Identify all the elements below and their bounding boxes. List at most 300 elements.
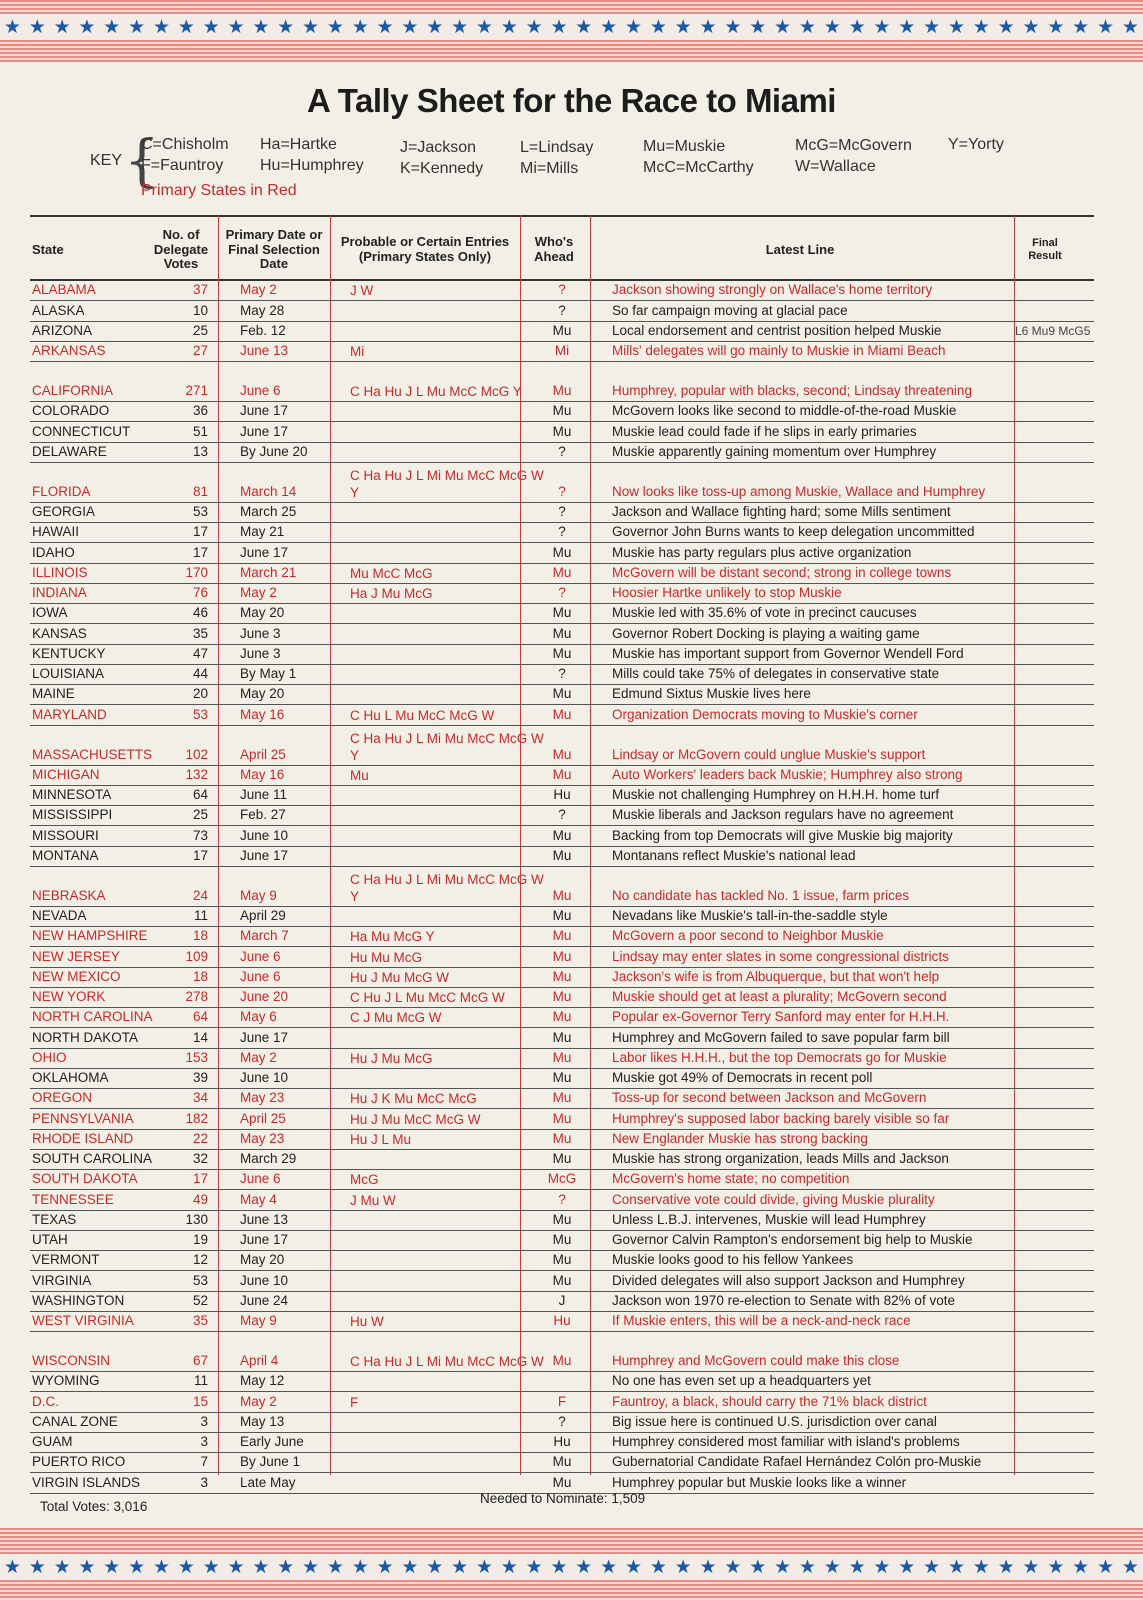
table-row bbox=[30, 1251, 1094, 1271]
cell-entries: J Mu W bbox=[350, 1192, 396, 1208]
table-row bbox=[30, 301, 1094, 321]
star-icon: ★ bbox=[798, 16, 816, 38]
cell-votes: 44 bbox=[192, 666, 208, 681]
star-icon: ★ bbox=[575, 1556, 593, 1578]
cell-line: Mills could take 75% of delegates in conservative state bbox=[612, 666, 940, 681]
cell-date: May 28 bbox=[240, 302, 285, 318]
cell-votes: 53 bbox=[192, 706, 208, 722]
cell-date: March 25 bbox=[240, 504, 297, 519]
cell-line: McGovern will be distant second; strong in college towns bbox=[612, 564, 952, 580]
key-legend bbox=[90, 129, 1050, 206]
cell-votes: 3 bbox=[200, 1434, 208, 1449]
star-icon: ★ bbox=[997, 1556, 1015, 1578]
cell-votes: 18 bbox=[192, 968, 208, 984]
cell-entries: Hu W bbox=[350, 1314, 384, 1329]
key-entry: McC=McCarthy bbox=[643, 159, 754, 176]
star-icon: ★ bbox=[152, 1556, 170, 1578]
cell-date: May 2 bbox=[240, 585, 277, 600]
cell-ahead: Mu bbox=[552, 383, 572, 398]
table-row bbox=[30, 422, 1094, 442]
cell-date: May 16 bbox=[240, 766, 285, 782]
star-icon: ★ bbox=[351, 16, 369, 38]
cell-votes: 17 bbox=[192, 847, 208, 863]
key-entry: L=Lindsay bbox=[520, 139, 594, 156]
cell-ahead: Mi bbox=[554, 343, 570, 358]
cell-line: Muskie looks good to his fellow Yankees bbox=[612, 1252, 854, 1268]
star-icon: ★ bbox=[550, 16, 568, 38]
cell-ahead: Mu bbox=[552, 1211, 572, 1227]
cell-votes: 13 bbox=[192, 443, 208, 459]
star-icon: ★ bbox=[326, 16, 344, 38]
star-icon: ★ bbox=[202, 16, 220, 38]
cell-votes: 25 bbox=[192, 322, 208, 338]
star-icon: ★ bbox=[649, 16, 667, 38]
cell-entries: Mu McC McG bbox=[350, 565, 433, 581]
cell-state: OREGON bbox=[32, 1090, 93, 1106]
table-row bbox=[30, 281, 1094, 301]
table-row bbox=[30, 726, 1094, 766]
table-row bbox=[30, 1089, 1094, 1109]
cell-date: April 29 bbox=[240, 908, 286, 923]
cell-state: ALASKA bbox=[32, 302, 85, 318]
star-icon: ★ bbox=[1097, 1556, 1115, 1578]
cell-date: May 13 bbox=[240, 1413, 285, 1429]
table-row bbox=[30, 927, 1094, 947]
page-title: A Tally Sheet for the Race to Miami bbox=[307, 82, 836, 119]
cell-votes: 39 bbox=[192, 1070, 208, 1085]
star-icon: ★ bbox=[674, 1556, 692, 1578]
star-icon: ★ bbox=[1047, 1556, 1065, 1578]
cell-line: Unless L.B.J. intervenes, Muskie will lead Humphrey bbox=[612, 1211, 926, 1227]
star-icon: ★ bbox=[774, 16, 792, 38]
cell-line: Mills' delegates will go mainly to Muskie in Miami Beach bbox=[612, 343, 946, 358]
cell-date: June 6 bbox=[240, 1171, 281, 1187]
cell-ahead: Mu bbox=[552, 908, 572, 923]
table-row bbox=[30, 1190, 1094, 1210]
cell-entries: C Ha Hu J L Mi Mu McC McG W bbox=[350, 1354, 544, 1369]
cell-votes: 130 bbox=[185, 1211, 208, 1227]
star-icon: ★ bbox=[252, 1556, 270, 1578]
cell-ahead: Mu bbox=[552, 746, 572, 762]
primary-states-note: Primary States in Red bbox=[141, 182, 297, 199]
cell-votes: 182 bbox=[185, 1110, 208, 1126]
star-icon: ★ bbox=[848, 1556, 866, 1578]
cell-line: No candidate has tackled No. 1 issue, farm prices bbox=[612, 887, 910, 903]
cell-date: May 9 bbox=[240, 1313, 277, 1328]
star-icon: ★ bbox=[302, 1556, 320, 1578]
cell-state: D.C. bbox=[32, 1393, 59, 1409]
table-row bbox=[30, 1211, 1094, 1231]
star-icon: ★ bbox=[947, 16, 965, 38]
header-votes: No. of Delegate Votes bbox=[153, 226, 209, 272]
cell-state: UTAH bbox=[32, 1232, 68, 1247]
star-icon: ★ bbox=[401, 16, 419, 38]
cell-line: Muskie not challenging Humphrey on H.H.H. home turf bbox=[612, 787, 940, 802]
top-border bbox=[0, 0, 1143, 62]
cell-date: June 6 bbox=[240, 968, 281, 984]
cell-ahead: Mu bbox=[552, 625, 572, 641]
star-icon: ★ bbox=[128, 1556, 146, 1578]
cell-state: MARYLAND bbox=[32, 706, 107, 722]
cell-ahead: ? bbox=[558, 524, 566, 540]
cell-date: June 10 bbox=[240, 1070, 289, 1085]
cell-entries: Hu J Mu McG bbox=[350, 1050, 433, 1066]
star-icon: ★ bbox=[128, 16, 146, 38]
cell-date: Feb. 27 bbox=[240, 807, 286, 823]
star-icon: ★ bbox=[500, 16, 518, 38]
cell-entries: F bbox=[350, 1394, 359, 1410]
cell-date: June 17 bbox=[240, 847, 289, 863]
table-row bbox=[30, 1150, 1094, 1170]
cell-line: Conservative vote could divide, giving Muskie plurality bbox=[612, 1191, 935, 1207]
table-row bbox=[30, 947, 1094, 967]
cell-date: June 6 bbox=[240, 383, 281, 398]
cell-state: ILLINOIS bbox=[32, 564, 88, 580]
table-row bbox=[30, 907, 1094, 927]
star-icon: ★ bbox=[1121, 1556, 1139, 1578]
cell-votes: 170 bbox=[185, 564, 208, 580]
table-row bbox=[30, 685, 1094, 705]
cell-line: Humphrey and McGovern failed to save popular farm bill bbox=[612, 1029, 950, 1045]
table-row bbox=[30, 1312, 1094, 1332]
cell-state: MINNESOTA bbox=[32, 787, 112, 802]
cell-date: May 2 bbox=[240, 1393, 277, 1409]
key-entry: K=Kennedy bbox=[400, 160, 484, 177]
cell-votes: 17 bbox=[192, 544, 208, 560]
cell-votes: 3 bbox=[200, 1474, 208, 1490]
cell-line: Muskie has strong organization, leads Mills and Jackson bbox=[612, 1151, 949, 1166]
header-state: State bbox=[32, 241, 64, 257]
cell-line: Jackson won 1970 re-election to Senate with 82% of vote bbox=[612, 1292, 955, 1308]
cell-line: Muskie led with 35.6% of vote in precinct caucuses bbox=[612, 605, 917, 621]
table-row bbox=[30, 463, 1094, 503]
star-icon: ★ bbox=[600, 16, 618, 38]
table-row bbox=[30, 1069, 1094, 1089]
cell-state: MAINE bbox=[32, 686, 75, 702]
cell-line: Humphrey popular but Muskie looks like a winner bbox=[612, 1474, 907, 1490]
cell-state: ARKANSAS bbox=[32, 343, 106, 358]
header-entries: Probable or Certain Entries (Primary States Only) bbox=[340, 234, 510, 264]
cell-line: Montanans reflect Muskie's national lead bbox=[612, 847, 856, 863]
cell-line: Organization Democrats moving to Muskie's corner bbox=[612, 706, 918, 722]
cell-line: If Muskie enters, this will be a neck-and-neck race bbox=[612, 1313, 911, 1328]
star-icon: ★ bbox=[997, 16, 1015, 38]
header-latest-line: Latest Line bbox=[765, 241, 835, 257]
cell-line: Auto Workers' leaders back Muskie; Humphrey also strong bbox=[612, 766, 963, 782]
cell-state: CANAL ZONE bbox=[32, 1413, 118, 1429]
cell-date: June 17 bbox=[240, 423, 289, 439]
cell-entries: C Ha Hu J L Mu McC McG Y bbox=[350, 384, 522, 399]
star-icon: ★ bbox=[202, 1556, 220, 1578]
cell-date: May 20 bbox=[240, 605, 285, 621]
star-icon: ★ bbox=[525, 1556, 543, 1578]
star-icon: ★ bbox=[451, 1556, 469, 1578]
star-icon: ★ bbox=[401, 1556, 419, 1578]
key-entry: Y=Yorty bbox=[948, 136, 1004, 153]
star-icon: ★ bbox=[103, 1556, 121, 1578]
total-votes: Total Votes: 3,016 bbox=[40, 1499, 148, 1514]
star-icon: ★ bbox=[277, 1556, 295, 1578]
cell-date: June 6 bbox=[240, 948, 281, 964]
table-row bbox=[30, 1332, 1094, 1372]
cell-ahead: Mu bbox=[552, 544, 572, 560]
cell-date: March 14 bbox=[240, 483, 297, 499]
cell-date: Late May bbox=[240, 1474, 296, 1490]
star-icon: ★ bbox=[848, 16, 866, 38]
star-icon: ★ bbox=[475, 16, 493, 38]
star-icon: ★ bbox=[103, 16, 121, 38]
star-icon: ★ bbox=[972, 1556, 990, 1578]
star-icon: ★ bbox=[699, 16, 717, 38]
table-row bbox=[30, 624, 1094, 644]
cell-ahead: Hu bbox=[553, 1313, 571, 1328]
cell-entries: McG bbox=[350, 1172, 379, 1188]
table-row bbox=[30, 1049, 1094, 1069]
table-row bbox=[30, 362, 1094, 402]
cell-entries: C Hu J L Mu McC McG W bbox=[350, 990, 505, 1005]
cell-date: May 2 bbox=[240, 1049, 277, 1065]
table-row bbox=[30, 1231, 1094, 1251]
star-icon: ★ bbox=[426, 16, 444, 38]
cell-entries: Hu J Mu McC McG W bbox=[350, 1111, 481, 1127]
cell-ahead: ? bbox=[558, 666, 566, 681]
cell-votes: 17 bbox=[192, 1171, 208, 1187]
table-row bbox=[30, 665, 1094, 685]
table-row bbox=[30, 543, 1094, 563]
table-row bbox=[30, 503, 1094, 523]
cell-entries: Hu J K Mu McC McG bbox=[350, 1091, 477, 1107]
cell-entries: C Hu L Mu McC McG W bbox=[350, 707, 495, 723]
table-row bbox=[30, 322, 1094, 342]
cell-ahead: Hu bbox=[553, 1434, 571, 1449]
cell-ahead: F bbox=[557, 1393, 567, 1409]
table-row bbox=[30, 1392, 1094, 1412]
star-icon: ★ bbox=[326, 1556, 344, 1578]
star-icon: ★ bbox=[1022, 1556, 1040, 1578]
cell-entries: C Ha Hu J L Mi Mu McC McG W Y bbox=[350, 467, 544, 500]
key-entry: Mi=Mills bbox=[520, 160, 579, 177]
cell-date: May 23 bbox=[240, 1130, 285, 1146]
cell-date: June 24 bbox=[240, 1292, 289, 1308]
cell-state: MISSISSIPPI bbox=[32, 807, 113, 823]
cell-date: June 17 bbox=[240, 544, 289, 560]
cell-ahead: Mu bbox=[552, 1110, 572, 1126]
cell-date: March 7 bbox=[240, 928, 289, 944]
table-row bbox=[30, 604, 1094, 624]
cell-votes: 24 bbox=[192, 887, 208, 903]
cell-date: June 20 bbox=[240, 989, 289, 1004]
cell-votes: 11 bbox=[193, 1373, 208, 1389]
star-icon: ★ bbox=[724, 1556, 742, 1578]
cell-ahead: Hu bbox=[553, 787, 571, 802]
star-icon: ★ bbox=[475, 1556, 493, 1578]
table-row bbox=[30, 1109, 1094, 1129]
cell-line: Now looks like toss-up among Muskie, Wallace and Humphrey bbox=[612, 483, 986, 499]
cell-line: Muskie lead could fade if he slips in early primaries bbox=[612, 423, 917, 439]
star-icon: ★ bbox=[624, 1556, 643, 1578]
cell-ahead: Mu bbox=[552, 1474, 572, 1490]
cell-state: KENTUCKY bbox=[32, 645, 106, 661]
bottom-border bbox=[0, 1528, 1143, 1600]
brace-icon: { bbox=[124, 129, 160, 194]
star-icon: ★ bbox=[227, 1556, 245, 1578]
star-icon: ★ bbox=[426, 1556, 444, 1578]
cell-ahead: Mu bbox=[552, 706, 572, 722]
cell-date: Feb. 12 bbox=[240, 322, 286, 338]
table-row bbox=[30, 1372, 1094, 1392]
star-icon: ★ bbox=[227, 16, 245, 38]
cell-date: May 21 bbox=[240, 524, 285, 540]
star-icon: ★ bbox=[749, 16, 767, 38]
cell-date: May 6 bbox=[240, 1009, 277, 1025]
cell-votes: 32 bbox=[192, 1151, 208, 1166]
cell-ahead: Mu bbox=[552, 686, 572, 702]
key-entry: Mu=Muskie bbox=[643, 138, 726, 155]
table-row bbox=[30, 847, 1094, 867]
cell-entries: Hu J Mu McG W bbox=[350, 969, 450, 985]
cell-line: Humphrey's supposed labor backing barely visible so far bbox=[612, 1110, 950, 1126]
cell-votes: 37 bbox=[192, 282, 208, 298]
cell-votes: 64 bbox=[192, 1009, 208, 1025]
table-row bbox=[30, 584, 1094, 604]
star-icon: ★ bbox=[376, 1556, 394, 1578]
cell-ahead: Mu bbox=[552, 827, 572, 843]
table-row bbox=[30, 705, 1094, 725]
cell-line: New Englander Muskie has strong backing bbox=[612, 1130, 868, 1146]
key-label: KEY bbox=[90, 152, 123, 169]
cell-state: IDAHO bbox=[32, 544, 75, 560]
cell-line: Nevadans like Muskie's tall-in-the-saddle style bbox=[612, 908, 888, 923]
cell-ahead: Mu bbox=[552, 1353, 572, 1368]
star-icon: ★ bbox=[873, 16, 891, 38]
cell-entries: C Ha Hu J L Mi Mu McC McG W Y bbox=[350, 871, 544, 904]
cell-line: Gubernatorial Candidate Rafael Hernández Colón pro-Muskie bbox=[612, 1454, 982, 1470]
key-entry: Hu=Humphrey bbox=[260, 157, 364, 174]
cell-state: VIRGIN ISLANDS bbox=[32, 1474, 141, 1490]
cell-state: SOUTH DAKOTA bbox=[32, 1171, 138, 1187]
cell-ahead: Mu bbox=[552, 1252, 572, 1268]
star-icon: ★ bbox=[177, 16, 195, 38]
cell-line: Labor likes H.H.H., but the top Democrats go for Muskie bbox=[612, 1049, 947, 1065]
cell-state: RHODE ISLAND bbox=[32, 1130, 134, 1146]
cell-votes: 11 bbox=[193, 908, 208, 923]
star-icon: ★ bbox=[152, 16, 170, 38]
cell-ahead: Mu bbox=[552, 968, 572, 984]
table-row bbox=[30, 786, 1094, 806]
cell-entries: Ha J Mu McG bbox=[350, 586, 433, 601]
star-icon: ★ bbox=[302, 16, 320, 38]
cell-votes: 17 bbox=[192, 524, 208, 540]
cell-line: Hoosier Hartke unlikely to stop Muskie bbox=[612, 585, 842, 600]
cell-line: Muskie liberals and Jackson regulars have no agreement bbox=[612, 807, 954, 823]
cell-votes: 46 bbox=[192, 605, 208, 621]
star-icon: ★ bbox=[798, 1556, 816, 1578]
cell-line: Governor Robert Docking is playing a waiting game bbox=[612, 625, 920, 641]
cell-state: MICHIGAN bbox=[32, 766, 100, 782]
cell-state: NEW YORK bbox=[32, 989, 106, 1004]
cell-votes: 53 bbox=[192, 504, 208, 519]
cell-state: LOUISIANA bbox=[32, 666, 105, 681]
cell-line: Muskie has party regulars plus active organization bbox=[612, 544, 912, 560]
star-icon: ★ bbox=[674, 16, 692, 38]
cell-state: VERMONT bbox=[32, 1252, 100, 1268]
cell-votes: 49 bbox=[192, 1191, 208, 1207]
star-icon: ★ bbox=[1047, 16, 1065, 38]
cell-ahead: Mu bbox=[552, 948, 572, 964]
cell-votes: 35 bbox=[192, 1313, 208, 1328]
star-icon: ★ bbox=[923, 1556, 941, 1578]
cell-line: Humphrey, popular with blacks, second; Lindsay threatening bbox=[612, 383, 972, 398]
cell-state: IOWA bbox=[32, 605, 68, 621]
cell-date: June 3 bbox=[240, 625, 281, 641]
cell-line: Fauntroy, a black, should carry the 71% black district bbox=[612, 1393, 927, 1409]
header-final: Final Result bbox=[1028, 237, 1062, 262]
cell-votes: 25 bbox=[192, 807, 208, 823]
cell-votes: 47 bbox=[192, 645, 208, 661]
cell-ahead: Mu bbox=[552, 423, 572, 439]
star-icon: ★ bbox=[600, 1556, 618, 1578]
table-body bbox=[30, 281, 1094, 1494]
cell-votes: 20 bbox=[192, 686, 208, 702]
cell-line: McGovern looks like second to middle-of-the-road Muskie bbox=[612, 403, 957, 419]
star-icon: ★ bbox=[823, 1556, 841, 1578]
star-icon: ★ bbox=[28, 1556, 46, 1578]
star-icon: ★ bbox=[947, 1556, 965, 1578]
cell-date: May 20 bbox=[240, 686, 285, 702]
key-entry: F=Fauntroy bbox=[141, 157, 224, 174]
cell-date: May 4 bbox=[240, 1191, 277, 1207]
cell-date: By June 20 bbox=[240, 443, 308, 459]
cell-votes: 12 bbox=[192, 1252, 208, 1268]
cell-state: ALABAMA bbox=[32, 282, 96, 298]
cell-state: MONTANA bbox=[32, 847, 99, 863]
cell-state: WASHINGTON bbox=[32, 1292, 125, 1308]
cell-state: GUAM bbox=[32, 1434, 73, 1449]
cell-ahead: Mu bbox=[552, 322, 572, 338]
star-icon: ★ bbox=[873, 1556, 891, 1578]
star-icon: ★ bbox=[78, 16, 96, 38]
cell-date: April 25 bbox=[240, 746, 286, 762]
cell-state: COLORADO bbox=[32, 403, 110, 419]
cell-line: Toss-up for second between Jackson and McGovern bbox=[612, 1090, 927, 1106]
cell-votes: 271 bbox=[185, 383, 208, 398]
cell-ahead: Mu bbox=[552, 766, 572, 782]
table-row bbox=[30, 564, 1094, 584]
cell-date: Early June bbox=[240, 1434, 304, 1449]
cell-votes: 64 bbox=[192, 787, 208, 802]
cell-date: May 20 bbox=[240, 1252, 285, 1268]
cell-state: OHIO bbox=[32, 1049, 67, 1065]
cell-votes: 34 bbox=[192, 1090, 208, 1106]
star-icon: ★ bbox=[774, 1556, 792, 1578]
cell-date: April 4 bbox=[240, 1353, 279, 1368]
cell-state: WEST VIRGINIA bbox=[32, 1313, 134, 1328]
cell-date: June 17 bbox=[240, 1029, 289, 1045]
cell-ahead: Mu bbox=[552, 928, 572, 944]
star-icon: ★ bbox=[277, 16, 295, 38]
star-icon: ★ bbox=[351, 1556, 369, 1578]
star-icon: ★ bbox=[1097, 16, 1115, 38]
cell-line: Humphrey and McGovern could make this close bbox=[612, 1353, 900, 1368]
cell-entries: J W bbox=[350, 283, 374, 299]
cell-ahead: J bbox=[558, 1292, 566, 1308]
cell-state: NORTH DAKOTA bbox=[32, 1029, 139, 1045]
table-row bbox=[30, 1413, 1094, 1433]
cell-ahead: Mu bbox=[552, 403, 572, 419]
cell-ahead: Mu bbox=[552, 564, 572, 580]
cell-state: KANSAS bbox=[32, 625, 87, 641]
star-icon: ★ bbox=[500, 1556, 518, 1578]
